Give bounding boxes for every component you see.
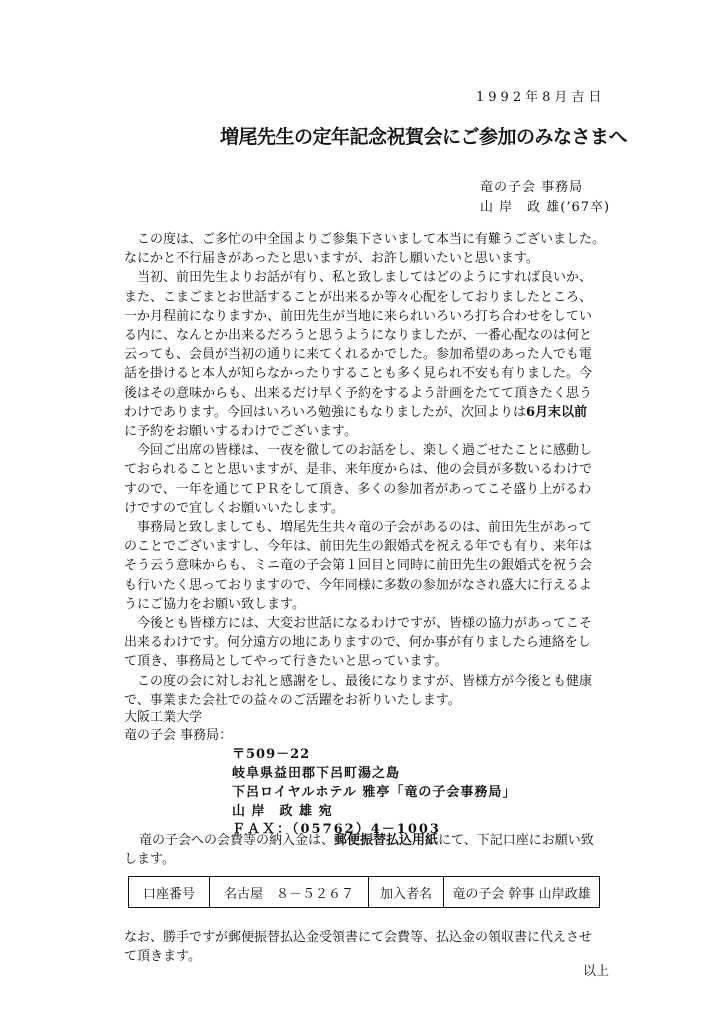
body-line: うにご協力をお願い致します。 [124, 596, 305, 612]
sender-name: 山 岸 政 雄(’67卒) [480, 200, 611, 215]
body-line: 一か月程前になりますか、前田先生が当地に来られいろいろ打ち合わせをしてい [124, 308, 593, 324]
letter-title: 増尾先生の定年記念祝賀会にご参加のみなさまへ [220, 126, 628, 148]
body-line: 云っても、会員が当初の通りに来てくれるかでした。参加希望のあった人でも電 [124, 347, 592, 363]
body-line: なにかと不行届きがあったと思いますが、お許し願いたいと思います。 [124, 251, 539, 267]
sender-organization: 竜の子会 事務局 [480, 180, 584, 195]
body-line: すので、一年を通じてＰＲをして頂き、多くの参加者があってこそ盛り上がるわ [124, 481, 592, 497]
body-line: この度は、ご多忙の中全国よりご参集下さいまして本当に有難うございました。 [137, 232, 606, 247]
body-line: 事務局と致しましても、増尾先生共々竜の子会があるのは、前田先生があって [137, 520, 592, 536]
body-line: て頂き、事務局としてやって行きたいと思っています。 [124, 654, 448, 670]
body-line: のことでございますし、今年は、前田先生の銀婚式を祝える年でも有り、来年は [124, 539, 593, 555]
body-line: に予約をお願いするわけでございます。 [124, 424, 357, 440]
body-line: 今後とも皆様方には、大変お世話になるわけですが、皆様の協力があってこそ [137, 616, 592, 632]
deadline-emphasis: 6月末以前 [525, 404, 588, 420]
bank-account-table [128, 876, 600, 908]
account-holder-label: 加入者名 [369, 877, 444, 908]
letter-date: 1992年8月吉日 [476, 90, 606, 105]
body-line: わけであります。今回はいろいろ勉強にもなりましたが、次回よりは6月末以前 [124, 404, 588, 420]
account-number-value: 名古屋 ８－５２６７ [210, 877, 369, 908]
body-line: この度の会に対しお礼と感謝をし、最後になりますが、皆様方が今後とも健康 [137, 673, 593, 689]
closing-mark: 以上 [583, 964, 610, 979]
body-line: けですので宜しくお願いいたします。 [124, 500, 344, 516]
payment-method: 郵便振替払込用紙 [334, 833, 439, 848]
body-line: 出来るわけです。何分遠方の地にありますので、何か事が有りましたら連絡をし [124, 635, 591, 651]
address-fax: ＦＡＸ：（05762）4－1003 [232, 822, 441, 837]
signature-university: 大阪工業大学 [124, 710, 203, 725]
body-line: そう云う意味からも、ミニ竜の子会第１回目と同時に前田先生の銀婚式を祝う会 [124, 558, 593, 574]
payment-instruction-cont: します。 [124, 852, 175, 867]
receipt-note-cont: て頂きます。 [124, 949, 201, 964]
address-prefecture: 岐阜県益田郡下呂町湯之島 [232, 766, 401, 781]
body-line: ておられることと思いますが、是非、来年度からは、他の会員が多数いるわけで [124, 462, 593, 478]
body-line: で、事業また会社での益々のご活躍をお祈りいたします。 [124, 692, 461, 708]
body-line: る内に、なんとか出来るだろうと思うようになりましたが、一番心配なのは何と [124, 328, 593, 344]
signature-office: 竜の子会 事務局： [124, 728, 233, 743]
table-row [129, 877, 600, 908]
body-line: 今回ご出席の皆様は、一夜を徹してのお話をし、楽しく過ごせたことに感動し [137, 443, 593, 459]
body-line: 後はその意味からも、出来るだけ早く予約をするよう計画をたてて頂きたく思う [124, 385, 593, 401]
account-holder-value: 竜の子会 幹事 山岸政雄 [444, 877, 600, 908]
body-line: も行いたく思っておりますので、今年同様に多数の参加がなされ盛大に行えるよ [124, 577, 592, 593]
letter-body [124, 230, 608, 710]
body-line: 話を掛けると本人が知らなかったりすることも多く見られ不安も有りました。今 [124, 366, 593, 382]
body-line: また、こまごまとお世話することが出来るか等々心配をしておりましたところ、 [124, 289, 593, 305]
address-hotel: 下呂ロイヤルホテル 雅亭「竜の子会事務局」 [232, 785, 517, 800]
account-number-label: 口座番号 [129, 877, 210, 908]
receipt-note: なお、勝手ですが郵便振替払込金受領書にて会費等、払込金の領収書に代えさせ [124, 930, 593, 945]
body-line: 当初、前田先生よりお話が有り、私と致しましてはどのようにすれば良いか、 [137, 270, 593, 286]
address-recipient: 山 岸 政 雄 宛 [232, 804, 333, 819]
address-postal-code: 〒509－22 [232, 747, 311, 762]
payment-instruction: 竜の子会への会費等の納入金は、郵便振替払込用紙にて、下記口座にお願い致 [139, 833, 594, 848]
